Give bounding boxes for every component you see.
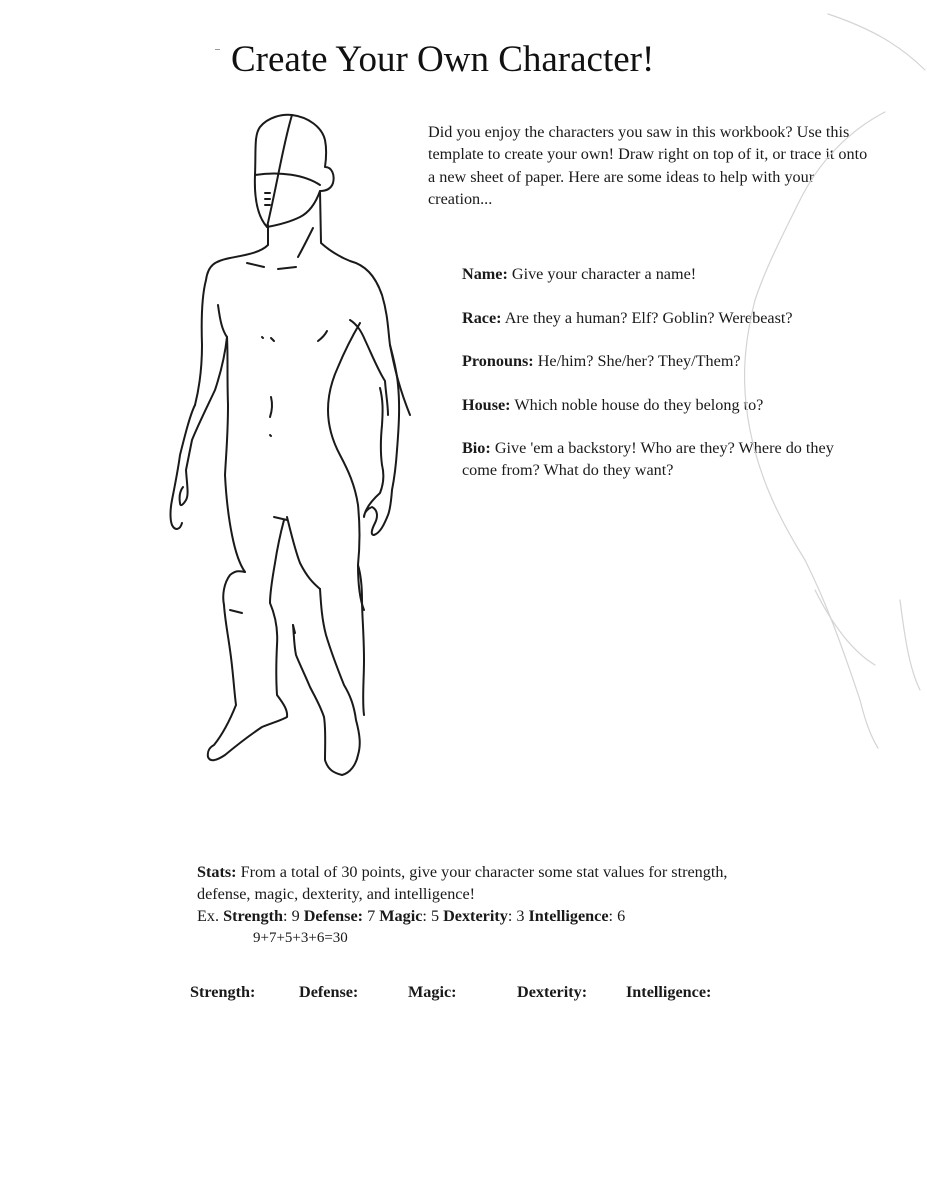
prompt-label: Race: xyxy=(462,309,502,327)
intro-paragraph: Did you enjoy the characters you saw in this workbook? Use this template to create your own! Draw right on top of it, or trace it onto a new sheet of paper. Here are some ideas to help with your creation... xyxy=(428,123,868,208)
page-title: Create Your Own Character! xyxy=(231,39,655,80)
stats-label: Stats: xyxy=(197,863,237,881)
example-value-magic: : 5 xyxy=(422,907,444,925)
prompt-label: Bio: xyxy=(462,439,491,457)
example-label-dexterity: Dexterity xyxy=(443,907,508,925)
example-label-magic: Magic xyxy=(379,907,423,925)
example-value-intelligence: : 6 xyxy=(608,907,626,925)
prompt-text: Give your character a name! xyxy=(507,265,697,283)
prompt-text: Give 'em a backstory! Who are they? Where do they come from? What do they want? xyxy=(462,439,834,480)
figure-template-drawing xyxy=(150,105,440,845)
example-sum: 9+7+5+3+6=30 xyxy=(253,930,348,946)
prompt-text: Are they a human? Elf? Goblin? Werebeast? xyxy=(501,309,793,327)
head-guide-vertical xyxy=(267,115,292,227)
head-outline xyxy=(255,115,334,227)
prompt-label: Name: xyxy=(462,265,508,283)
prompt-text: Which noble house do they belong to? xyxy=(510,396,764,414)
stats-instructions xyxy=(197,861,757,949)
example-label-strength: Strength xyxy=(223,907,284,925)
prompt-label: Pronouns: xyxy=(462,352,534,370)
example-value-strength: : 9 xyxy=(283,907,304,925)
example-prefix: Ex. xyxy=(197,907,224,925)
prompt-label: House: xyxy=(462,396,511,414)
stat-field-defense: Defense: xyxy=(299,983,359,1001)
stat-field-intelligence: Intelligence: xyxy=(626,983,712,1001)
prompt-text: He/him? She/her? They/Them? xyxy=(533,352,741,370)
stat-field-strength: Strength: xyxy=(190,983,256,1001)
example-label-intelligence: Intelligence xyxy=(528,907,609,925)
example-value-defense: 7 xyxy=(363,907,380,925)
head-guide-horizontal xyxy=(255,173,320,185)
example-label-defense: Defense: xyxy=(303,907,364,925)
stat-field-magic: Magic: xyxy=(408,983,457,1001)
stats-text: From a total of 30 points, give your character some stat values for strength, defense, magic, dexterity, and intelligence! xyxy=(197,863,728,903)
example-value-dexterity: : 3 xyxy=(507,907,529,925)
faint-sketch-lines xyxy=(700,0,927,760)
stat-field-dexterity: Dexterity: xyxy=(517,983,588,1001)
stray-mark xyxy=(215,49,220,50)
